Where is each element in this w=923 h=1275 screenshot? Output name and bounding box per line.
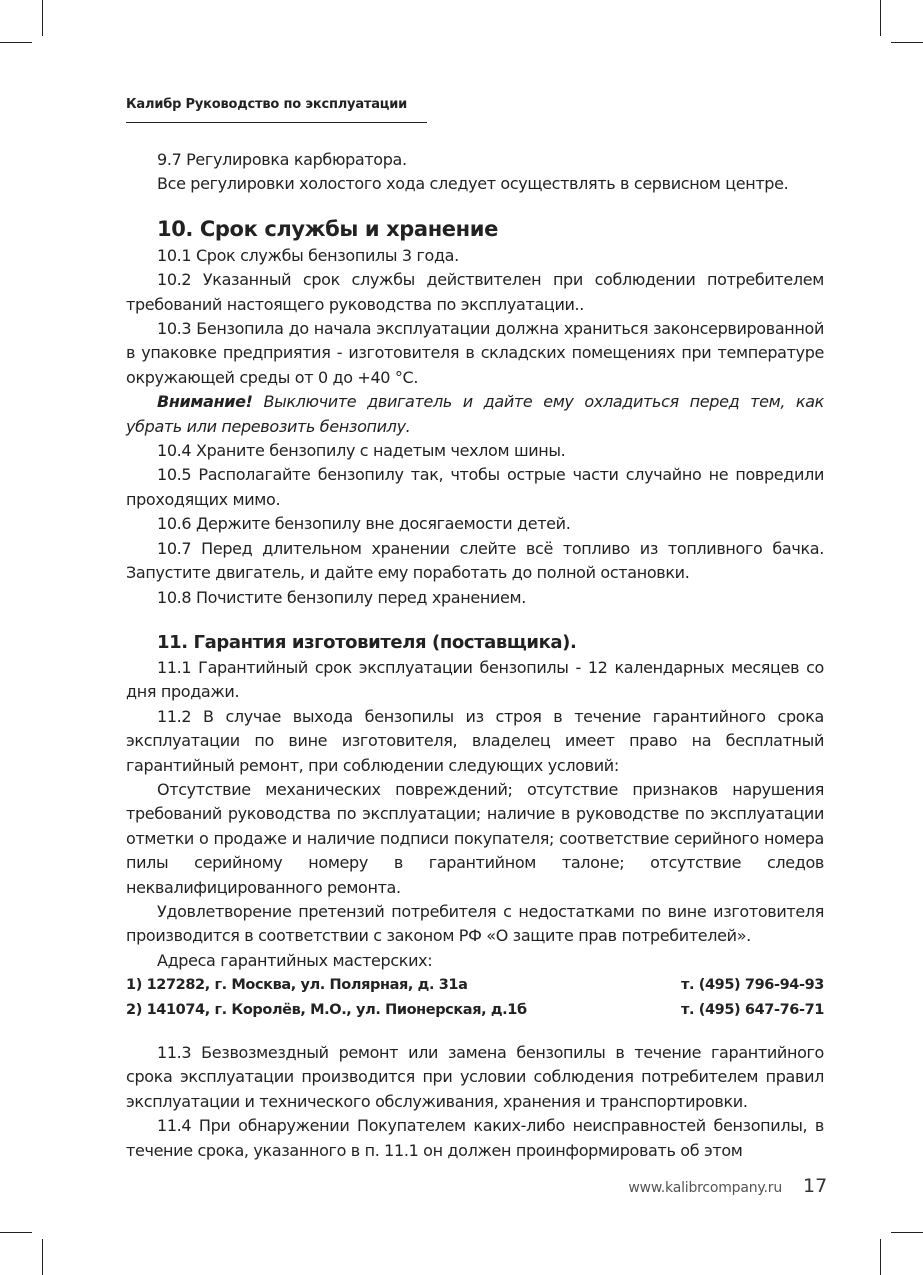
paragraph-11-4: 11.4 При обнаружении Покупателем каких-либо неисправностей бензопилы, в течение срока, указанного в п. 11.1 он должен проинформировать об этом bbox=[126, 1116, 824, 1160]
warning-label: Внимание! bbox=[157, 392, 253, 412]
paragraph-10-4: 10.4 Храните бензопилу с надетым чехлом шины. bbox=[157, 441, 566, 461]
crop-mark bbox=[880, 1239, 881, 1275]
paragraph-11-1: 11.1 Гарантийный срок эксплуатации бензопилы - 12 календарных месяцев со дня продажи. bbox=[126, 657, 824, 702]
paragraph-11-2: 11.2 В случае выхода бензопилы из строя в течение гарантийного срока эксплуатации по вине изготовителя, владелец имеет право на бесплатный гарантийный ремонт, при соблюдении следующих условий: bbox=[126, 706, 824, 775]
address-text: 2) 141074, г. Королёв, М.О., ул. Пионерская, д.1б bbox=[126, 1001, 527, 1018]
address-phone: т. (495) 647-76-71 bbox=[681, 1001, 824, 1018]
crop-mark bbox=[0, 1232, 32, 1233]
running-header: Калибр Руководство по эксплуатации bbox=[126, 97, 408, 112]
address-text: 1) 127282, г. Москва, ул. Полярная, д. 31а bbox=[126, 977, 468, 994]
paragraph-10-3: 10.3 Бензопила до начала эксплуатации должна храниться законсервированной в упаковке предприятия - изготовителя в складских помещениях при температуре окружающей среды от 0 до +40 °С. bbox=[126, 319, 824, 387]
crop-mark bbox=[880, 0, 881, 36]
crop-mark bbox=[891, 1232, 923, 1233]
paragraph-claims: Удовлетворение претензий потребителя с недостатками по вине изготовителя производится в соответствии с законом РФ «О защите прав потребителей». bbox=[126, 901, 824, 946]
page-body bbox=[126, 148, 824, 1163]
address-row bbox=[126, 973, 824, 997]
footer-url: www.kalibrcompany.ru bbox=[628, 1180, 782, 1196]
page-number: 17 bbox=[803, 1175, 828, 1197]
section-11-title: 11. Гарантия изготовителя (поставщика). bbox=[157, 631, 577, 653]
paragraph-9-7: 9.7 Регулировка карбюратора. bbox=[157, 150, 407, 169]
spacer bbox=[126, 1022, 824, 1041]
crop-mark bbox=[42, 0, 43, 36]
address-row bbox=[126, 998, 824, 1022]
paragraph-conditions: Отсутствие механических повреждений; отсутствие признаков нарушения требований руководства по эксплуатации; наличие в руководстве по эксплуатации отметки о продаже и наличие подписи покупателя; соответствие серийного номера пилы серийному номеру в гарантийном талоне; отсутствие следов неквалифицированного ремонта. bbox=[126, 779, 824, 897]
paragraph-10-5: 10.5 Располагайте бензопилу так, чтобы острые части случайно не повредили проходящих мимо. bbox=[126, 465, 824, 509]
paragraph-10-8: 10.8 Почистите бензопилу перед хранением. bbox=[157, 587, 526, 607]
warning-text: Выключите двигатель и дайте ему охладиться перед тем, как убрать или перевозить бензопилу. bbox=[126, 392, 824, 436]
paragraph-9-7-text: Все регулировки холостого хода следует осуществлять в сервисном центре. bbox=[157, 174, 789, 194]
crop-mark bbox=[0, 42, 32, 43]
paragraph-11-3: 11.3 Безвозмездный ремонт или замена бензопилы в течение гарантийного срока эксплуатации производится при условии соблюдения потребителем правил эксплуатации и технического обслуживания, хранения и транспортировки. bbox=[126, 1043, 824, 1111]
crop-mark bbox=[42, 1239, 43, 1275]
section-10-title: 10. Срок службы и хранение bbox=[157, 216, 498, 241]
crop-mark bbox=[891, 42, 923, 43]
paragraph-10-6: 10.6 Держите бензопилу вне досягаемости детей. bbox=[157, 514, 571, 534]
paragraph-10-2: 10.2 Указанный срок службы действителен при соблюдении потребителем требований настоящего руководства по эксплуатации.. bbox=[126, 270, 824, 314]
header-rule bbox=[126, 122, 427, 123]
paragraph-10-7: 10.7 Перед длительном хранении слейте всё топливо из топливного бачка. Запустите двигатель, и дайте ему поработать до полной остановки. bbox=[126, 538, 824, 583]
paragraph-addresses-intro: Адреса гарантийных мастерских: bbox=[157, 950, 433, 970]
address-phone: т. (495) 796-94-93 bbox=[681, 977, 824, 994]
warning-paragraph bbox=[126, 390, 824, 439]
paragraph-10-1: 10.1 Срок службы бензопилы 3 года. bbox=[157, 245, 459, 265]
